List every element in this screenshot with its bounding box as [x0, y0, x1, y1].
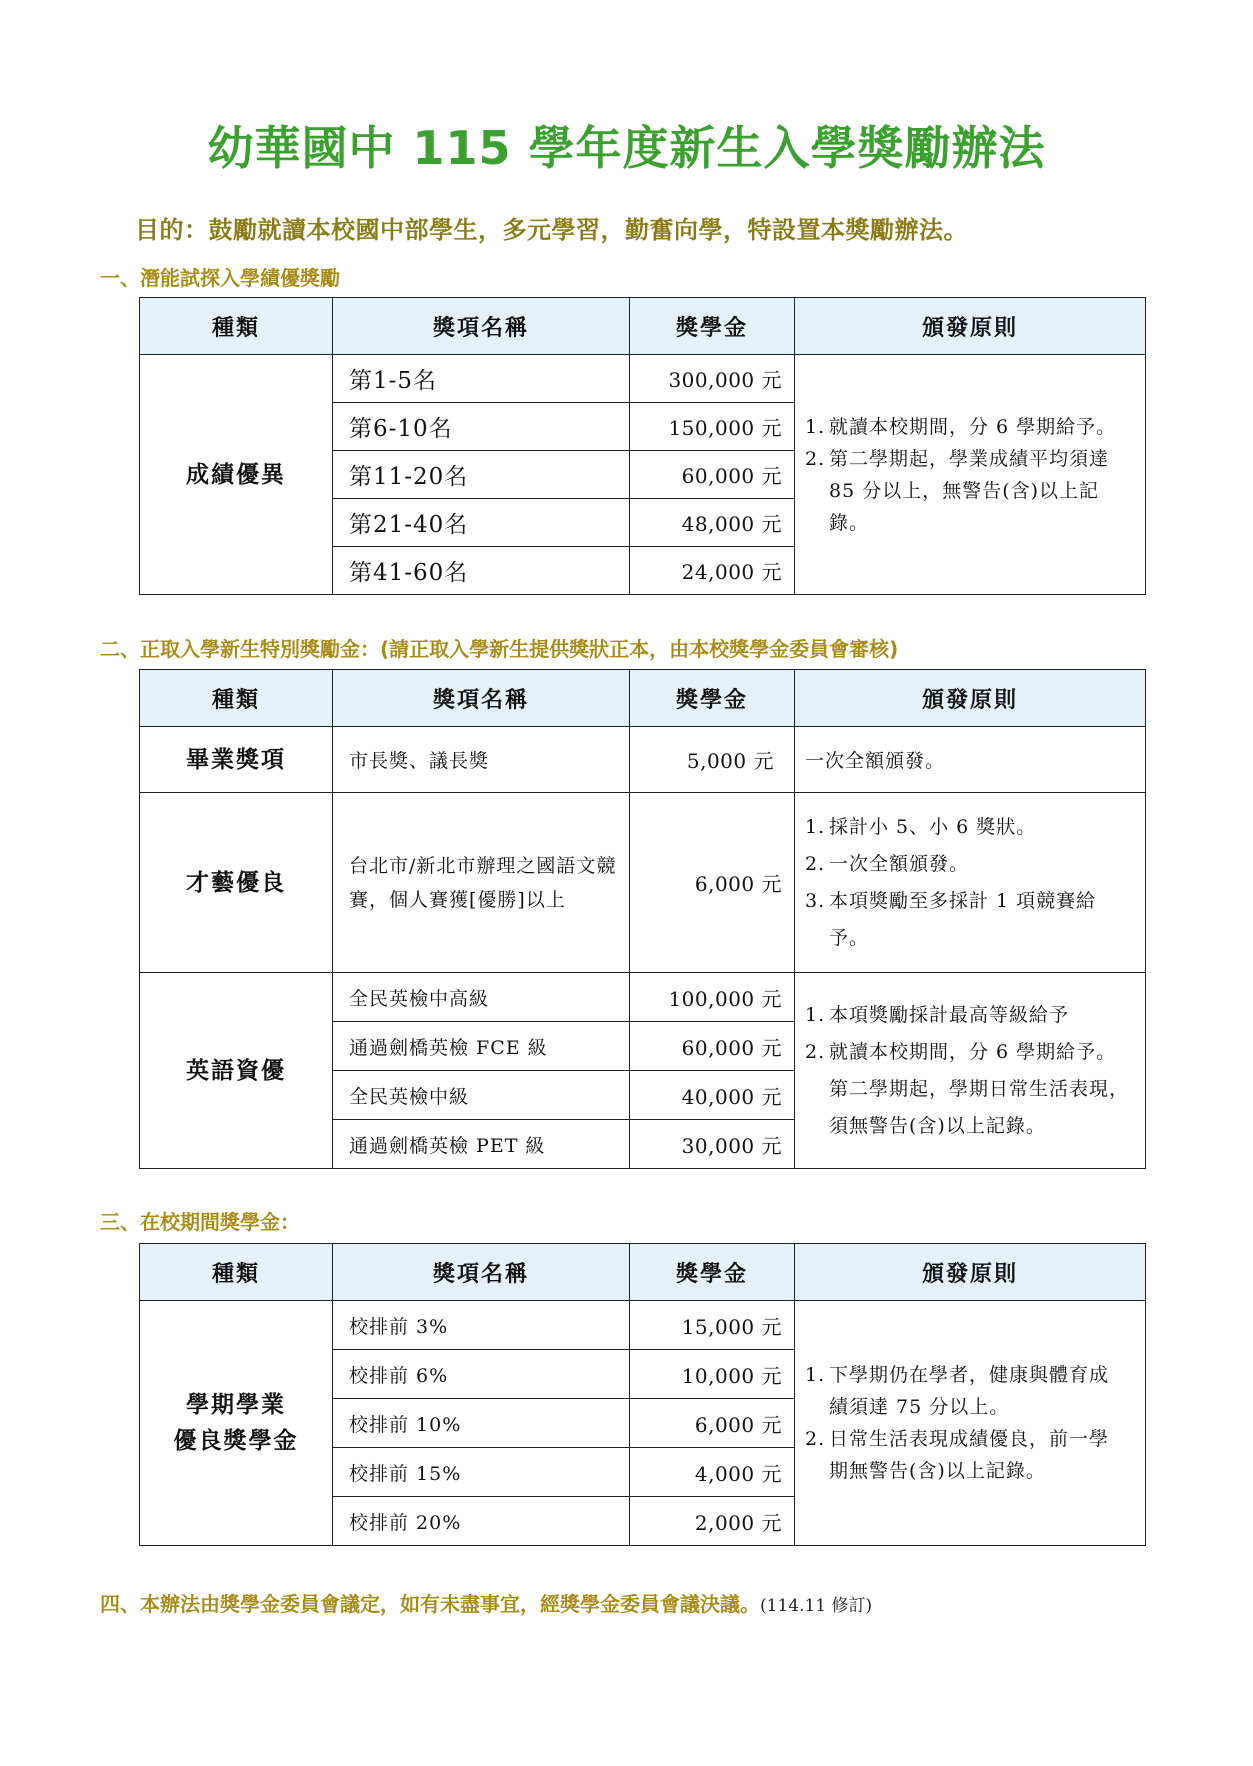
award-name: 通過劍橋英檢 FCE 級: [333, 1022, 630, 1071]
header-type: 種類: [140, 670, 333, 727]
award-name: 第21-40名: [333, 499, 630, 547]
award-amount: 6,000 元: [630, 793, 795, 973]
section-2-note: (請正取入學新生提供獎狀正本，由本校獎學金委員會審核): [380, 637, 899, 661]
section-2-heading: 二、正取入學新生特別獎勵金：(請正取入學新生提供獎狀正本，由本校獎學金委員會審核): [100, 637, 899, 661]
award-name: 校排前 20%: [333, 1497, 630, 1546]
footer-note: 四、本辦法由獎學金委員會議定，如有未盡事宜，經獎學金委員會議決議。(114.11 修訂): [100, 1592, 873, 1616]
section-3-table: [139, 1243, 1146, 1546]
award-name: 通過劍橋英檢 PET 級: [333, 1120, 630, 1169]
award-name: 市長獎、議長獎: [333, 727, 630, 793]
header-type: 種類: [140, 298, 333, 355]
rule-cell: 1. 本項獎勵採計最高等級給予 2. 就讀本校期間，分 6 學期給予。第二學期起，學期日常生活表現，須無警告(含)以上記錄。: [795, 973, 1146, 1169]
header-name: 獎項名稱: [333, 298, 630, 355]
award-name: 台北市/新北市辦理之國語文競賽，個人賽獲[優勝]以上: [333, 793, 630, 973]
header-rule: 頒發原則: [795, 298, 1146, 355]
award-amount: 48,000 元: [630, 499, 795, 547]
section-1-table: [139, 297, 1146, 595]
award-name: 第1-5名: [333, 355, 630, 403]
award-name: 第6-10名: [333, 403, 630, 451]
award-name: 第11-20名: [333, 451, 630, 499]
rule-cell: 1. 下學期仍在學者，健康與體育成績須達 75 分以上。 2. 日常生活表現成績優良，前一學期無警告(含)以上記錄。: [795, 1301, 1146, 1546]
category-cell: 才藝優良: [140, 793, 333, 973]
award-amount: 40,000 元: [630, 1071, 795, 1120]
award-amount: 60,000 元: [630, 451, 795, 499]
header-rule: 頒發原則: [795, 670, 1146, 727]
award-amount: 15,000 元: [630, 1301, 795, 1350]
section-1-heading: 一、潛能試探入學績優獎勵: [100, 266, 340, 290]
award-amount: 150,000 元: [630, 403, 795, 451]
award-amount: 30,000 元: [630, 1120, 795, 1169]
header-name: 獎項名稱: [333, 670, 630, 727]
section-2-table: [139, 669, 1146, 1169]
header-amount: 獎學金: [630, 298, 795, 355]
award-amount: 2,000 元: [630, 1497, 795, 1546]
header-name: 獎項名稱: [333, 1244, 630, 1301]
rule-cell: 1. 就讀本校期間，分 6 學期給予。 2. 第二學期起，學業成績平均須達 85 分以上，無警告(含)以上記錄。: [795, 355, 1146, 595]
page-title: 幼華國中 115 學年度新生入學獎勵辦法: [207, 121, 1046, 175]
header-rule: 頒發原則: [795, 1244, 1146, 1301]
header-amount: 獎學金: [630, 1244, 795, 1301]
award-amount: 4,000 元: [630, 1448, 795, 1497]
category-cell: 成績優異: [140, 355, 333, 595]
award-amount: 300,000 元: [630, 355, 795, 403]
category-cell: 英語資優: [140, 973, 333, 1169]
category-cell: 學期學業 優良獎學金: [140, 1301, 333, 1546]
award-name: 全民英檢中級: [333, 1071, 630, 1120]
section-3-heading: 三、在校期間獎學金：: [100, 1210, 300, 1234]
award-amount: 24,000 元: [630, 547, 795, 595]
award-name: 校排前 15%: [333, 1448, 630, 1497]
award-name: 校排前 6%: [333, 1350, 630, 1399]
award-amount: 60,000 元: [630, 1022, 795, 1071]
header-type: 種類: [140, 1244, 333, 1301]
purpose-statement: 目的：鼓勵就讀本校國中部學生，多元學習，勤奮向學，特設置本獎勵辦法。: [135, 216, 968, 244]
award-amount: 100,000 元: [630, 973, 795, 1022]
award-name: 全民英檢中高級: [333, 973, 630, 1022]
award-amount: 10,000 元: [630, 1350, 795, 1399]
rule-cell: 1. 採計小 5、小 6 獎狀。 2. 一次全額頒發。 3. 本項獎勵至多採計 1 項競賽給予。: [795, 793, 1146, 973]
award-amount: 5,000 元: [630, 727, 795, 793]
header-amount: 獎學金: [630, 670, 795, 727]
revision-note: (114.11 修訂): [760, 1596, 873, 1616]
award-amount: 6,000 元: [630, 1399, 795, 1448]
award-name: 校排前 10%: [333, 1399, 630, 1448]
rule-cell: 一次全額頒發。: [795, 727, 1146, 793]
category-cell: 畢業獎項: [140, 727, 333, 793]
award-name: 校排前 3%: [333, 1301, 630, 1350]
award-name: 第41-60名: [333, 547, 630, 595]
